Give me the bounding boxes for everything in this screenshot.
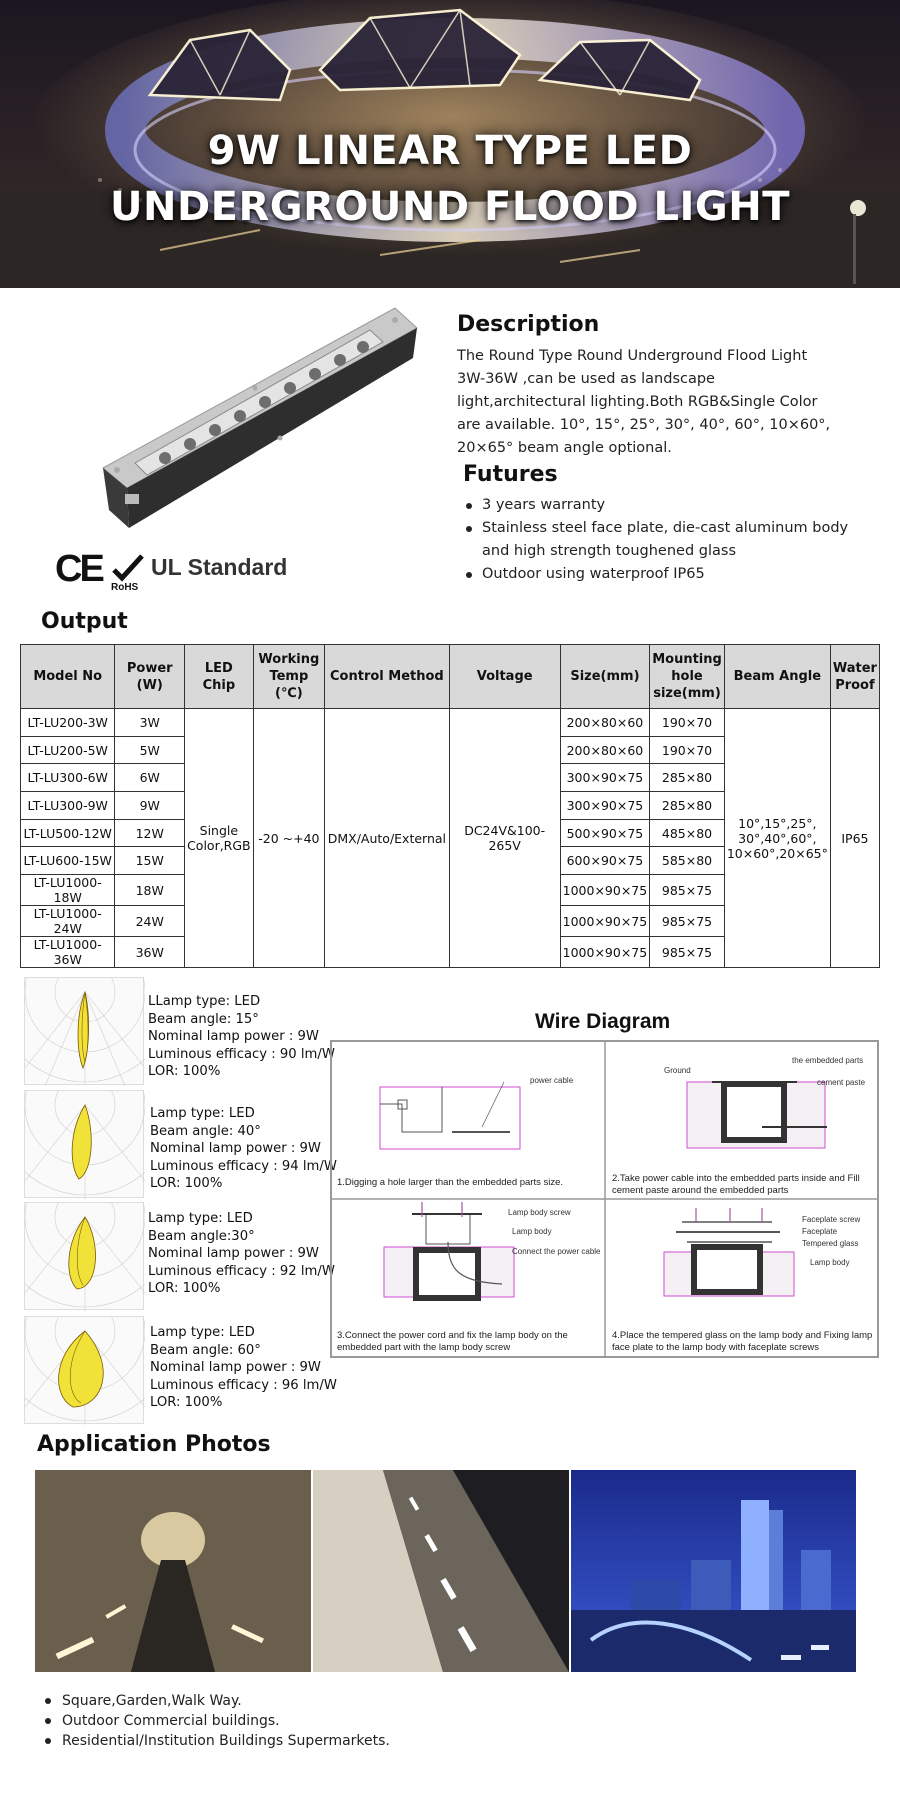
hole-cell: 485×80	[650, 819, 725, 847]
rohs-logo	[110, 552, 146, 592]
efficacy-label: Luminous efficacy : 90 lm/W	[148, 1046, 335, 1062]
hole-cell: 190×70	[650, 709, 725, 737]
label-lamp-body-2: Lamp body	[810, 1258, 850, 1267]
tunnel-photo	[35, 1470, 311, 1672]
header-cell: LED Chip	[185, 645, 254, 709]
curve-spec-2	[150, 1105, 337, 1193]
light-distribution-curve	[24, 1090, 144, 1198]
application-item: Residential/Institution Buildings Supermarkets.	[62, 1733, 390, 1749]
beam-angle-label: Beam angle: 15°	[148, 1011, 259, 1027]
model-cell: LT-LU1000-18W	[21, 875, 115, 906]
model-cell: LT-LU300-9W	[21, 792, 115, 820]
rohs-text: RoHS	[111, 582, 139, 592]
installation-diagrams	[332, 1042, 877, 1356]
efficacy-label: Luminous efficacy : 92 lm/W	[148, 1263, 335, 1279]
water-proof-cell: IP65	[830, 709, 879, 968]
model-cell: LT-LU200-3W	[21, 709, 115, 737]
polar-curve-30	[25, 1203, 145, 1311]
lor-label: LOR: 100%	[148, 1064, 221, 1079]
header-cell: Control Method	[325, 645, 450, 709]
lamp-power-label: Nominal lamp power : 9W	[150, 1360, 321, 1375]
size-cell: 1000×90×75	[560, 875, 650, 906]
size-cell: 1000×90×75	[560, 906, 650, 937]
label-connect-power: Connect the power cable	[512, 1247, 601, 1256]
beam-angle-label: Beam angle:30°	[148, 1228, 255, 1244]
applications-heading: Application Photos	[37, 1432, 271, 1457]
header-cell: Water Proof	[830, 645, 879, 709]
hole-cell: 285×80	[650, 792, 725, 820]
lamp-power-label: Nominal lamp power : 9W	[148, 1246, 319, 1261]
curve-spec-1	[148, 993, 335, 1081]
efficacy-label: Luminous efficacy : 96 lm/W	[150, 1377, 337, 1393]
ce-logo: CE	[55, 548, 102, 590]
lamp-type-label: Lamp type: LED	[148, 1211, 253, 1226]
hero-banner	[0, 0, 900, 288]
polar-curve-60	[25, 1317, 145, 1425]
efficacy-label: Luminous efficacy : 94 lm/W	[150, 1158, 337, 1174]
product-image	[95, 298, 425, 538]
hole-cell: 985×75	[650, 906, 725, 937]
lamp-type-label: Lamp type: LED	[150, 1106, 255, 1121]
power-cell: 15W	[115, 847, 185, 875]
polar-curve-40	[25, 1091, 145, 1199]
power-cell: 3W	[115, 709, 185, 737]
application-item: Outdoor Commercial buildings.	[62, 1711, 390, 1731]
label-power-cable: power cable	[530, 1076, 574, 1085]
table-row	[21, 709, 880, 737]
application-photo-city	[571, 1470, 856, 1672]
power-cell: 5W	[115, 736, 185, 764]
polar-curve-15	[25, 978, 145, 1086]
lamp-type-label: LLamp type: LED	[148, 994, 261, 1009]
ul-standard-label: UL Standard	[151, 554, 288, 580]
voltage-cell: DC24V&100-265V	[449, 709, 560, 968]
futures-item: Outdoor using waterproof IP65	[482, 563, 862, 586]
beam-angle-label: Beam angle: 40°	[150, 1123, 261, 1139]
size-cell: 300×90×75	[560, 792, 650, 820]
futures-item: 3 years warranty	[482, 494, 862, 517]
power-cell: 12W	[115, 819, 185, 847]
light-distribution-curve	[24, 977, 144, 1085]
wire-step-4: 4.Place the tempered glass on the lamp body and Fixing lamp face plate to the lamp body with faceplate screws	[612, 1330, 873, 1353]
header-cell: Size(mm)	[560, 645, 650, 709]
application-item: Square,Garden,Walk Way.	[62, 1691, 390, 1711]
size-cell: 600×90×75	[560, 847, 650, 875]
size-cell: 1000×90×75	[560, 937, 650, 968]
label-ground: Ground	[664, 1066, 691, 1075]
wire-diagram-heading: Wire Diagram	[535, 1010, 671, 1033]
wire-step-2: 2.Take power cable into the embedded parts inside and Fill cement paste around the embedded parts	[612, 1173, 860, 1196]
label-tempered-glass: Tempered glass	[802, 1239, 859, 1248]
header-cell: Model No	[21, 645, 115, 709]
hole-cell: 585×80	[650, 847, 725, 875]
futures-list	[482, 494, 862, 586]
description-heading: Description	[457, 312, 600, 337]
label-lamp-body-screw: Lamp body screw	[508, 1208, 571, 1217]
wire-step-3: 3.Connect the power cord and fix the lamp body on the embedded part with the lamp body screw	[337, 1330, 568, 1353]
curve-spec-4	[150, 1324, 337, 1412]
light-distribution-curve	[24, 1202, 144, 1310]
application-photo-tunnel	[35, 1470, 311, 1672]
walkway-photo	[313, 1470, 569, 1672]
size-cell: 500×90×75	[560, 819, 650, 847]
hole-cell: 285×80	[650, 764, 725, 792]
description-text: The Round Type Round Underground Flood Light 3W-36W ,can be used as landscape light,architectural lighting.Both RGB&Single Color are available. 10°, 15°, 25°, 30°, 40°, 60°, 10×60°, 20×65° beam angle optional.	[457, 348, 831, 456]
header-cell: Working Temp (℃)	[253, 645, 324, 709]
header-cell: Voltage	[449, 645, 560, 709]
model-cell: LT-LU500-12W	[21, 819, 115, 847]
model-cell: LT-LU300-6W	[21, 764, 115, 792]
power-cell: 9W	[115, 792, 185, 820]
hero-title-line1: 9W LINEAR TYPE LED	[207, 128, 693, 174]
header-cell: Beam Angle	[724, 645, 830, 709]
size-cell: 200×80×60	[560, 736, 650, 764]
lamp-power-label: Nominal lamp power : 9W	[148, 1029, 319, 1044]
model-cell: LT-LU1000-36W	[21, 937, 115, 968]
table-header-row	[21, 645, 880, 709]
certification-logos	[55, 548, 315, 592]
beam-angle-cell: 10°,15°,25°, 30°,40°,60°, 10×60°,20×65°	[724, 709, 830, 968]
working-temp-cell: -20 ~+40	[253, 709, 324, 968]
futures-item: Stainless steel face plate, die-cast aluminum body and high strength toughened glass	[482, 517, 862, 563]
futures-heading: Futures	[463, 462, 558, 487]
size-cell: 300×90×75	[560, 764, 650, 792]
curve-spec-3	[148, 1210, 335, 1298]
lamp-power-label: Nominal lamp power : 9W	[150, 1141, 321, 1156]
led-chip-cell: Single Color,RGB	[185, 709, 254, 968]
lor-label: LOR: 100%	[148, 1281, 221, 1296]
model-cell: LT-LU600-15W	[21, 847, 115, 875]
hole-cell: 190×70	[650, 736, 725, 764]
applications-list	[62, 1691, 390, 1751]
power-cell: 6W	[115, 764, 185, 792]
model-cell: LT-LU1000-24W	[21, 906, 115, 937]
lor-label: LOR: 100%	[150, 1176, 223, 1191]
wire-step-1: 1.Digging a hole larger than the embedded parts size.	[337, 1177, 564, 1188]
power-cell: 36W	[115, 937, 185, 968]
label-cement-paste: cement paste	[817, 1078, 866, 1087]
hole-cell: 985×75	[650, 875, 725, 906]
hero-title-line2: UNDERGROUND FLOOD LIGHT	[110, 184, 790, 230]
label-faceplate: Faceplate	[802, 1227, 838, 1236]
application-photo-walkway	[313, 1470, 569, 1672]
lamp-type-label: Lamp type: LED	[150, 1325, 255, 1340]
header-cell: Power (W)	[115, 645, 185, 709]
lor-label: LOR: 100%	[150, 1395, 223, 1410]
output-spec-table	[20, 644, 880, 968]
output-heading: Output	[41, 609, 128, 634]
beam-angle-label: Beam angle: 60°	[150, 1342, 261, 1358]
power-cell: 24W	[115, 906, 185, 937]
power-cell: 18W	[115, 875, 185, 906]
label-faceplate-screw: Faceplate screw	[802, 1215, 861, 1224]
city-night-photo	[571, 1470, 856, 1672]
size-cell: 200×80×60	[560, 709, 650, 737]
hole-cell: 985×75	[650, 937, 725, 968]
header-cell: Mounting hole size(mm)	[650, 645, 725, 709]
model-cell: LT-LU200-5W	[21, 736, 115, 764]
control-method-cell: DMX/Auto/External	[325, 709, 450, 968]
label-embedded-parts: the embedded parts	[792, 1056, 864, 1065]
label-lamp-body: Lamp body	[512, 1227, 552, 1236]
wire-diagram-grid	[330, 1040, 879, 1358]
light-distribution-curve	[24, 1316, 144, 1424]
